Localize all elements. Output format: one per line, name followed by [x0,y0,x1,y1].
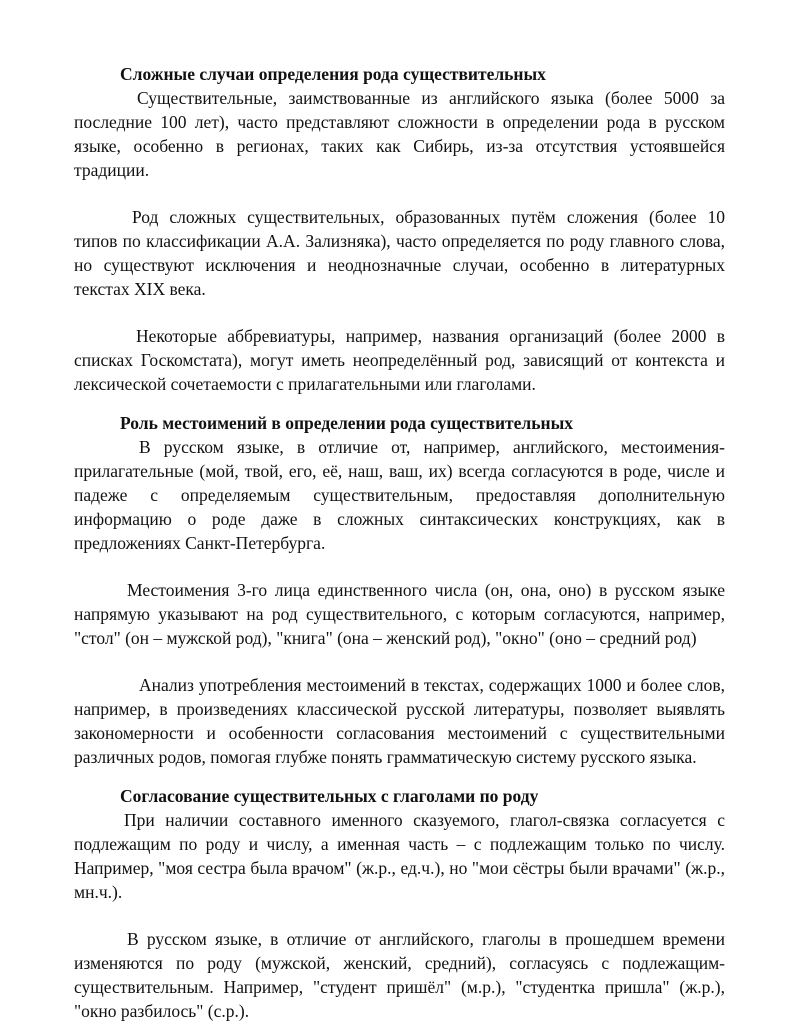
section-heading-verb-agreement: Согласование существительных с глаголами по роду [120,786,539,806]
paragraph-third-person-pronouns: Местоимения 3-го лица единственного числа (он, она, оно) в русском языке напрямую указывают на род существительного, с которым согласуются, например, "стол" (он – мужской род), "книга" (она – женский род), "окно" (оно – средний род) [74,580,725,648]
paragraph-compound-nouns: Род сложных существительных, образованных путём сложения (более 10 типов по классификации А.А. Зализняка), часто определяется по роду главного слова, но существуют исключения и неоднозначные случаи, особенно в литературных текстах XIX века. [74,207,725,299]
paragraph-possessive-pronouns: В русском языке, в отличие от, например, английского, местоимения-прилагательные (мой, твой, его, её, наш, ваш, их) всегда согласуются в роде, числе и падеже с определяемым существительным, предоставляя дополнительную информацию о роде даже в сложных синтаксических конструкциях, как в предложениях Санкт-Петербурга. [74,437,725,553]
paragraph-past-tense-verbs: В русском языке, в отличие от английского, глаголы в прошедшем времени изменяются по роду (мужской, женский, средний), согласуясь с подлежащим-существительным. Например, "студент пришёл" (м.р.), "студентка пришла" (ж.р.), "окно разбилось" (с.р.). [74,929,725,1021]
paragraph-abbreviations: Некоторые аббревиатуры, например, названия организаций (более 2000 в списках Госкомстата), могут иметь неопределённый род, зависящий от контекста и лексической сочетаемости с прилагательными или глаголами. [74,326,725,394]
paragraph-borrowed-nouns: Существительные, заимствованные из английского языка (более 5000 за последние 100 лет), часто представляют сложности в определении рода в русском языке, особенно в регионах, таких как Сибирь, из-за отсутствия устоявшейся традиции. [74,88,725,180]
paragraph-pronoun-analysis: Анализ употребления местоимений в текстах, содержащих 1000 и более слов, например, в произведениях классической русской литературы, позволяет выявлять закономерности и особенности согласования местоимений с существительными различных родов, помогая глубже понять грамматическую систему русского языка. [74,675,725,767]
paragraph-compound-predicate: При наличии составного именного сказуемого, глагол-связка согласуется с подлежащим по роду и числу, а именная часть – с подлежащим только по числу. Например, "моя сестра была врачом" (ж.р., ед.ч.), но "мои сёстры были врачами" (ж.р., мн.ч.). [74,810,725,902]
section-heading-pronouns: Роль местоимений в определении рода существительных [120,413,573,433]
document-page [74,62,725,1023]
section-heading-complex-cases: Сложные случаи определения рода существительных [120,64,546,84]
